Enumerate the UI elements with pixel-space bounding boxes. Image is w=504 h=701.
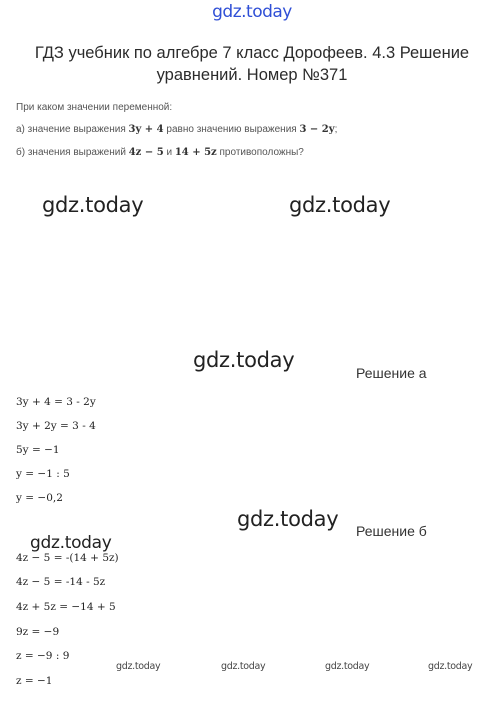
task-b-expr1: 4z − 5 xyxy=(128,147,164,158)
task-a-suffix: ; xyxy=(334,124,338,135)
task-b-middle: и xyxy=(166,147,173,158)
task-intro: При каком значении переменной: xyxy=(16,102,173,113)
solution-b-step: 4z − 5 = -(14 + 5z) xyxy=(16,552,119,564)
task-b-suffix: противоположны? xyxy=(219,147,304,158)
solution-b-step: 9z = −9 xyxy=(16,626,60,638)
watermark-footer: gdz.today xyxy=(221,661,266,672)
solution-a-heading: Решение а xyxy=(356,365,427,381)
task-a-middle: равно значению выражения xyxy=(166,124,297,135)
task-a-expr1: 3y + 4 xyxy=(128,124,164,135)
task-b-expr2: 14 + 5z xyxy=(174,147,217,158)
solution-a-step: 5y = −1 xyxy=(16,444,60,456)
watermark-left-mid: gdz.today xyxy=(30,533,112,553)
site-logo[interactable]: gdz.today xyxy=(212,2,292,22)
solution-b-step: z = −9 : 9 xyxy=(16,650,70,662)
watermark-footer: gdz.today xyxy=(325,661,370,672)
solution-a-step: 3y + 4 = 3 - 2y xyxy=(16,396,96,408)
solution-b-step: 4z + 5z = −14 + 5 xyxy=(16,601,116,613)
page-title: ГДЗ учебник по алгебре 7 класс Дорофеев. 4.3 Решение уравнений. Номер №371 xyxy=(34,44,470,84)
solution-b-heading: Решение б xyxy=(356,523,427,539)
task-part-b xyxy=(16,147,304,158)
watermark-center: gdz.today xyxy=(193,348,295,372)
solution-a-step: y = −1 : 5 xyxy=(16,468,70,480)
task-a-expr2: 3 − 2y xyxy=(299,124,335,135)
solution-b-step: z = −1 xyxy=(16,675,53,687)
watermark-footer: gdz.today xyxy=(116,661,161,672)
watermark-middle-right: gdz.today xyxy=(237,507,339,531)
task-a-prefix: а) значение выражения xyxy=(16,124,126,135)
solution-a-step: 3y + 2y = 3 - 4 xyxy=(16,420,96,432)
watermark-top-right: gdz.today xyxy=(289,193,391,217)
solution-b-step: 4z − 5 = -14 - 5z xyxy=(16,576,106,588)
watermark-footer: gdz.today xyxy=(428,661,473,672)
solution-a-step: y = −0,2 xyxy=(16,492,63,504)
task-part-a xyxy=(16,124,337,135)
task-b-prefix: б) значения выражений xyxy=(16,147,126,158)
watermark-top-left: gdz.today xyxy=(42,193,144,217)
